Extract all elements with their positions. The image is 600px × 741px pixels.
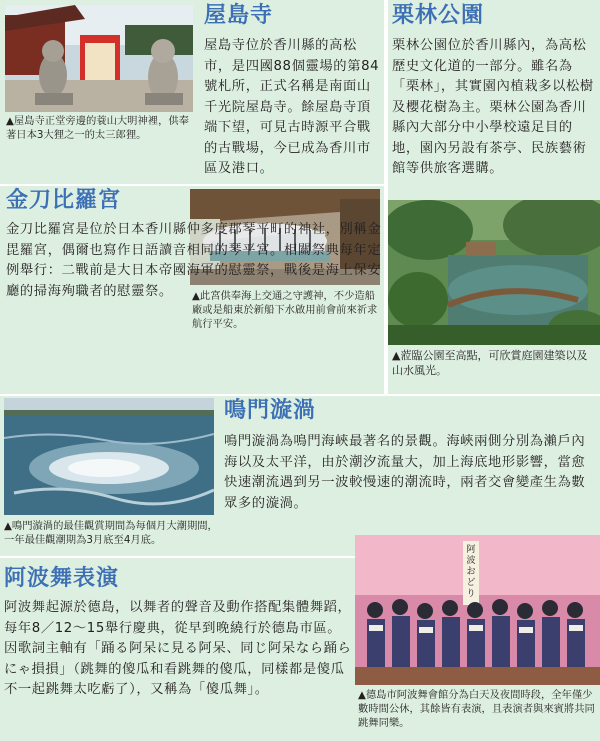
naruto-photo [4,398,214,515]
kotohira-title: 金刀比羅宮 [6,188,122,213]
ritsurin-photo [388,200,600,345]
awaodori-title: 阿波舞表演 [4,566,120,591]
ritsurin-title: 栗林公園 [392,3,485,28]
awaodori-caption: ▲德島市阿波舞會館分為白天及夜間時段，全年僅少數時間公休，其餘皆有表演，且表演者與來賓將共同跳舞同樂。 [358,689,595,729]
kotohira-body: 金刀比羅宮是位於日本香川縣仲多度郡琴平町的神社，別稱金毘羅宮，偶爾也寫作日語讀音相同的琴平宮。相關祭典每年定例舉行：二戰前是大日本帝國海軍的慰靈祭，戰後是海上保安廳的掃海殉職者的慰靈祭。 [6,222,382,299]
kotohira-panel [0,186,384,394]
divider [384,0,388,394]
ritsurin-body: 栗林公園位於香川縣內，為高松歷史文化道的一部分。雖名為「栗林」，其實園內植栽多以松樹及櫻花樹為主。栗林公園為香川縣內大部分中小學校遠足目的地，園內另設有茶亭、民族藝術館等供旅客選購。 [392,38,594,176]
divider [0,556,355,558]
ritsurin-panel [388,0,600,394]
naruto-title: 鳴門漩渦 [224,398,317,423]
yashimaji-title: 屋島寺 [204,3,274,28]
divider [0,184,384,186]
yashimaji-body: 屋島寺位於香川縣的高松市，是四國88個靈場的第84號札所，正式名稱是南面山千光院屋島寺。餘屋島寺頂端下望，可見古時源平合戰的古戰場，今已成為香川市區及港口。 [204,38,380,176]
yashimaji-caption: ▲屋島寺正堂旁邊的蓑山大明神裡，供奉著日本3大狸之一的太三郎狸。 [6,115,189,141]
naruto-caption: ▲鳴門漩渦的最佳觀賞期間為每個月大潮期間，一年最佳觀潮期為3月底至4月底。 [4,520,218,546]
ritsurin-caption: ▲蒞臨公園至高點，可欣賞庭園建築以及山水風光。 [392,349,588,377]
yashimaji-photo [5,5,193,112]
awaodori-photo [355,535,600,685]
naruto-panel [0,396,600,556]
awaodori-banner: 阿波おどり [466,545,476,599]
naruto-body: 鳴門漩渦為鳴門海峽最著名的景觀。海峽兩側分別為瀨戶內海以及太平洋，由於潮汐流量大，加上海底地形影響，當愈快速潮流遇到另一波較慢速的潮流時，兩者交會變產生為數眾多的漩渦。 [224,434,586,511]
divider [0,394,600,396]
kotohira-caption: ▲此宮供奉海上交通之守護神，不少造船廠或是船東於新船下水啟用前會前來祈求航行平安。 [192,290,378,330]
yashimaji-panel [0,0,384,184]
awaodori-body: 阿波舞起源於德島，以舞者的聲音及動作搭配集體舞蹈，每年8／12～15舉行慶典，從早到晚繞行於德島市區。 因歌詞主軸有「踊る阿呆に見る阿呆、同じ阿呆なら踊らにゃ損損」（跳舞的傻瓜和看跳舞的傻瓜，同樣都是傻瓜不一起跳舞太吃虧了），又稱為「傻瓜舞」。 [4,600,352,697]
